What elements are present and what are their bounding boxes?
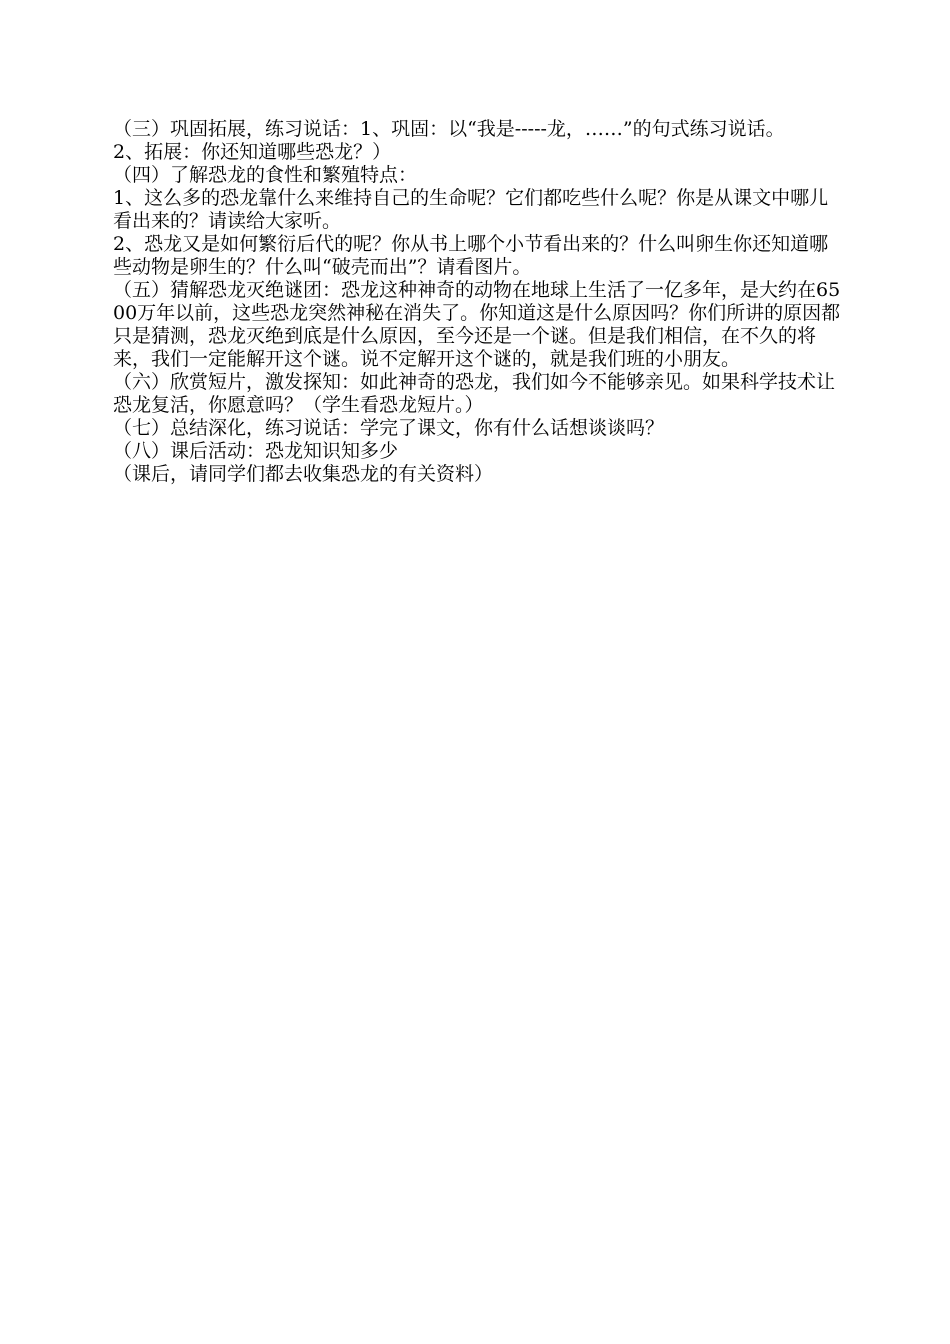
paragraph-extend: 2、拓展：你还知道哪些恐龙？） [113, 141, 392, 163]
paragraph-short-film: （六）欣赏短片，激发探知：如此神奇的恐龙，我们如今不能够亲见。如果科学技术让恐龙复活，你愿意吗？（学生看恐龙短片。） [113, 371, 836, 416]
paragraph-homework: （课后，请同学们都去收集恐龙的有关资料） [113, 463, 494, 485]
paragraph-consolidate: （三）巩固拓展，练习说话：1、巩固：以“我是-----龙，……”的句式练习说话。 [113, 118, 785, 140]
document-body [113, 118, 843, 486]
paragraph-summary: （七）总结深化，练习说话：学完了课文，你有什么话想谈谈吗？ [113, 417, 665, 439]
paragraph-extinction-mystery: （五）猜解恐龙灭绝谜团：恐龙这种神奇的动物在地球上生活了一亿多年，是大约在6500万年以前，这些恐龙突然神秘在消失了。你知道这是什么原因吗？你们所讲的原因都只是猜测，恐龙灭绝到底是什么原因，至今还是一个谜。但是我们相信，在不久的将来，我们一定能解开这个谜。说不定解开这个谜的，就是我们班的小朋友。 [113, 279, 841, 370]
paragraph-diet-question: 1、这么多的恐龙靠什么来维持自己的生命呢？它们都吃些什么呢？你是从课文中哪儿看出来的？请读给大家听。 [113, 187, 829, 232]
paragraph-section-four-heading: （四）了解恐龙的食性和繁殖特点： [113, 164, 418, 186]
paragraph-after-class-activity: （八）课后活动：恐龙知识知多少 [113, 440, 399, 462]
paragraph-reproduction-question: 2、恐龙又是如何繁衍后代的呢？你从书上哪个小节看出来的？什么叫卵生你还知道哪些动物是卵生的？什么叫“破壳而出”？请看图片。 [113, 233, 829, 278]
